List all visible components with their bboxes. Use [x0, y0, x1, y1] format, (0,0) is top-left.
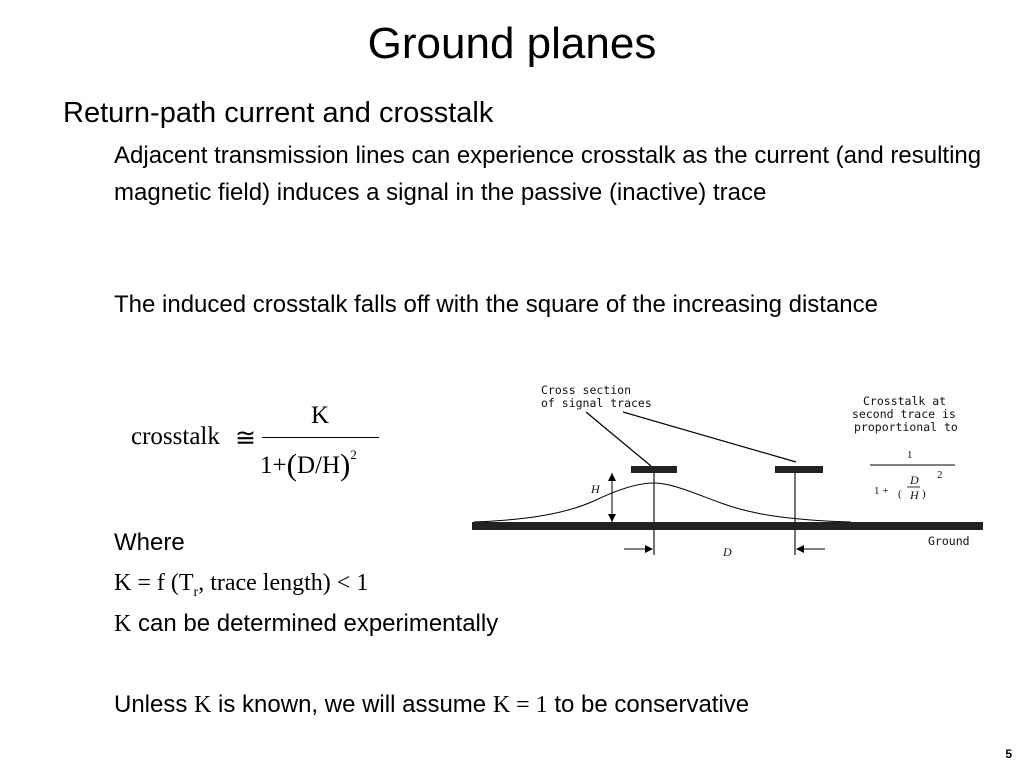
- k-experimental-line: [114, 610, 498, 638]
- unless-suffix: to be conservative: [547, 691, 750, 718]
- formula-fraction-bar: [262, 437, 379, 438]
- diagram-label-cross-section-line2: of signal traces: [541, 396, 652, 410]
- unless-middle: is known, we will assume: [211, 691, 493, 718]
- where-label: Where: [114, 529, 185, 556]
- k-definition: [114, 570, 368, 601]
- signal-trace-active: [631, 466, 677, 473]
- diagram-pointer-line-2: [623, 412, 796, 462]
- unless-k-equation: K = 1: [492, 692, 548, 718]
- paragraph-falloff: The induced crosstalk falls off with the square of the increasing distance: [114, 291, 878, 318]
- crosstalk-diagram: [466, 380, 986, 565]
- height-arrow-top: [608, 473, 616, 481]
- formula-numerator: K: [311, 402, 330, 429]
- unless-k-symbol: K: [194, 692, 212, 718]
- formula-approx-symbol: ≅: [235, 425, 256, 452]
- diagram-fraction-den-one: 1 +: [874, 485, 889, 497]
- diagram-label-crosstalk-line3: proportional to: [854, 420, 958, 434]
- diagram-label-h: H: [591, 482, 600, 496]
- distance-arrowhead-left: [645, 545, 653, 553]
- k-experimental-text: can be determined experimentally: [131, 610, 499, 637]
- unless-prefix: Unless: [114, 691, 195, 718]
- diagram-label-crosstalk-line2: second trace is: [852, 407, 956, 421]
- slide-subtitle: Return-path current and crosstalk: [63, 97, 494, 129]
- formula-lhs: crosstalk: [131, 423, 220, 450]
- k-definition-subscript: r: [193, 584, 199, 600]
- diagram-fraction-close-paren: ): [922, 488, 926, 500]
- k-symbol: K: [114, 611, 132, 637]
- formula-den-one: 1+: [260, 452, 287, 479]
- formula-den-open-paren: (: [286, 447, 297, 482]
- conservative-assumption-line: [114, 691, 749, 719]
- diagram-label-crosstalk-line1: Crosstalk at: [863, 394, 947, 408]
- slide-title: Ground planes: [367, 19, 657, 68]
- height-arrow-bottom: [608, 514, 616, 522]
- diagram-fraction-exponent: 2: [937, 469, 943, 481]
- distance-arrowhead-right: [796, 545, 804, 553]
- paragraph-crosstalk-intro: Adjacent transmission lines can experience crosstalk as the current (and resulting magnetic field) induces a signal in the passive (inactive) trace: [114, 142, 982, 206]
- k-definition-prefix: K = f (T: [114, 570, 194, 596]
- k-definition-suffix: , trace length) < 1: [198, 570, 369, 596]
- formula-denominator: [260, 447, 357, 483]
- signal-trace-passive: [775, 466, 823, 473]
- diagram-label-ground: Ground: [928, 534, 970, 548]
- diagram-fraction-open-paren: (: [898, 488, 902, 500]
- page-number: 5: [1005, 747, 1012, 761]
- diagram-pointer-line-1: [586, 412, 651, 466]
- formula-den-close-paren: ): [340, 447, 351, 482]
- diagram-label-d: D: [723, 545, 732, 559]
- diagram-fraction-h: H: [910, 488, 919, 502]
- diagram-fraction-d: D: [910, 473, 919, 487]
- ground-plane: [472, 522, 983, 530]
- diagram-label-cross-section-line1: Cross section: [541, 383, 632, 397]
- diagram-fraction-numerator: 1: [907, 449, 913, 461]
- formula-den-ratio: D/H: [296, 452, 340, 479]
- formula-den-exponent: 2: [350, 447, 357, 462]
